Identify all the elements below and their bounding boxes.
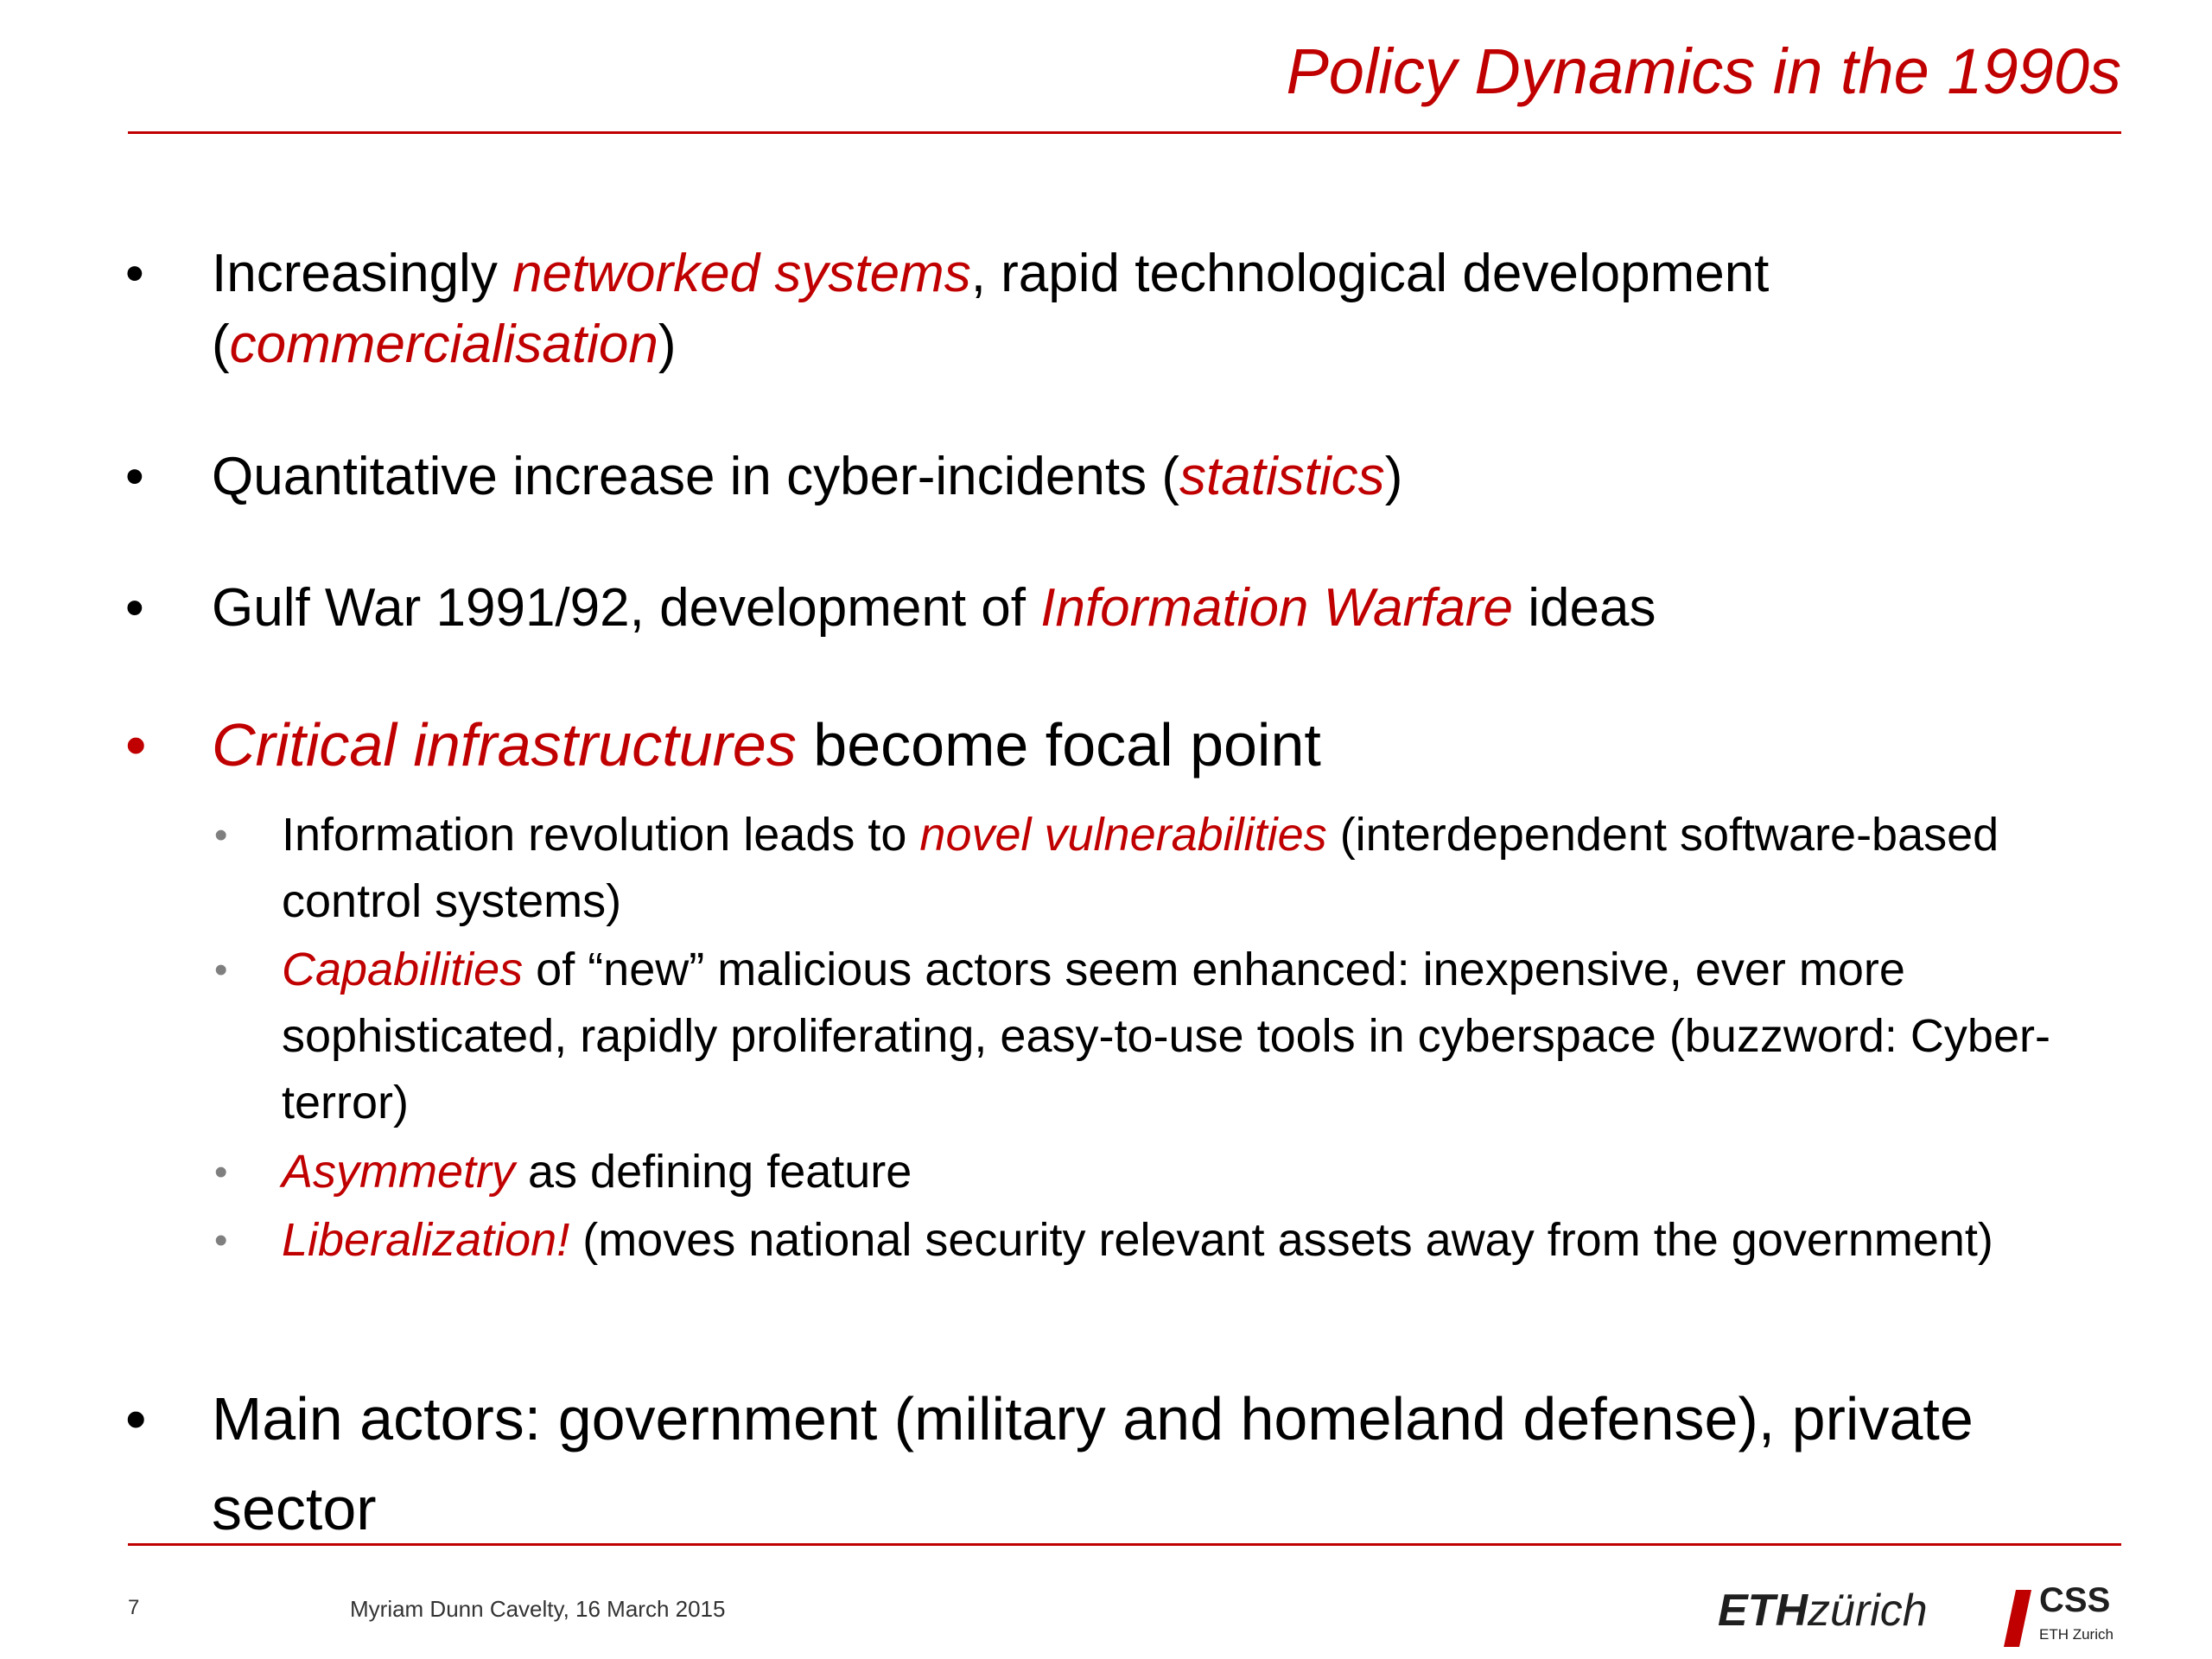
subbullet-text: Liberalization! (moves national security relevant assets away from the government) <box>282 1214 1993 1266</box>
bullet-text: Critical infrastructures become focal point <box>212 711 1321 779</box>
title-divider <box>128 131 2121 134</box>
css-logo-text: CSS <box>2039 1581 2111 1619</box>
eth-zurich-logo: ETHzürich <box>1718 1586 1928 1636</box>
bullet-dot: • <box>125 578 144 638</box>
subbullet-text: Asymmetry as defining feature <box>282 1146 912 1198</box>
page-number: 7 <box>128 1596 140 1619</box>
footer-divider <box>128 1543 2121 1546</box>
slide-title: Policy Dynamics in the 1990s <box>1286 35 2121 107</box>
subbullet-dot: • <box>214 1151 228 1193</box>
subbullet-text: Capabilities of “new” malicious actors seem enhanced: inexpensive, ever more sophisticated, rapidly proliferating, easy-to-use tools in cyberspace (buzzword: Cyber-terror) <box>282 944 2050 1128</box>
footer-author-date: Myriam Dunn Cavelty, 16 March 2015 <box>350 1596 726 1622</box>
bullet-dot: • <box>125 447 144 506</box>
css-logo-bar <box>2004 1590 2031 1647</box>
bullet-dot: • <box>125 244 144 303</box>
subbullet-dot: • <box>214 814 228 856</box>
subbullet-dot: • <box>214 949 228 991</box>
bullet-text: Gulf War 1991/92, development of Information Warfare ideas <box>212 578 1656 638</box>
css-logo <box>2005 1578 2126 1647</box>
bullet-dot: • <box>125 711 147 779</box>
bullet-text: Increasingly networked systems, rapid technological development (commercialisation) <box>212 244 1770 374</box>
bullet-text: Quantitative increase in cyber-incidents (statistics) <box>212 447 1403 506</box>
css-logo-subtext: ETH Zurich <box>2039 1626 2113 1643</box>
subbullet-dot: • <box>214 1219 228 1262</box>
subbullet-text: Information revolution leads to novel vulnerabilities (interdependent software-based control systems) <box>282 809 1999 927</box>
bullet-dot: • <box>125 1385 147 1452</box>
bullet-text: Main actors: government (military and homeland defense), private sector <box>212 1385 1974 1542</box>
